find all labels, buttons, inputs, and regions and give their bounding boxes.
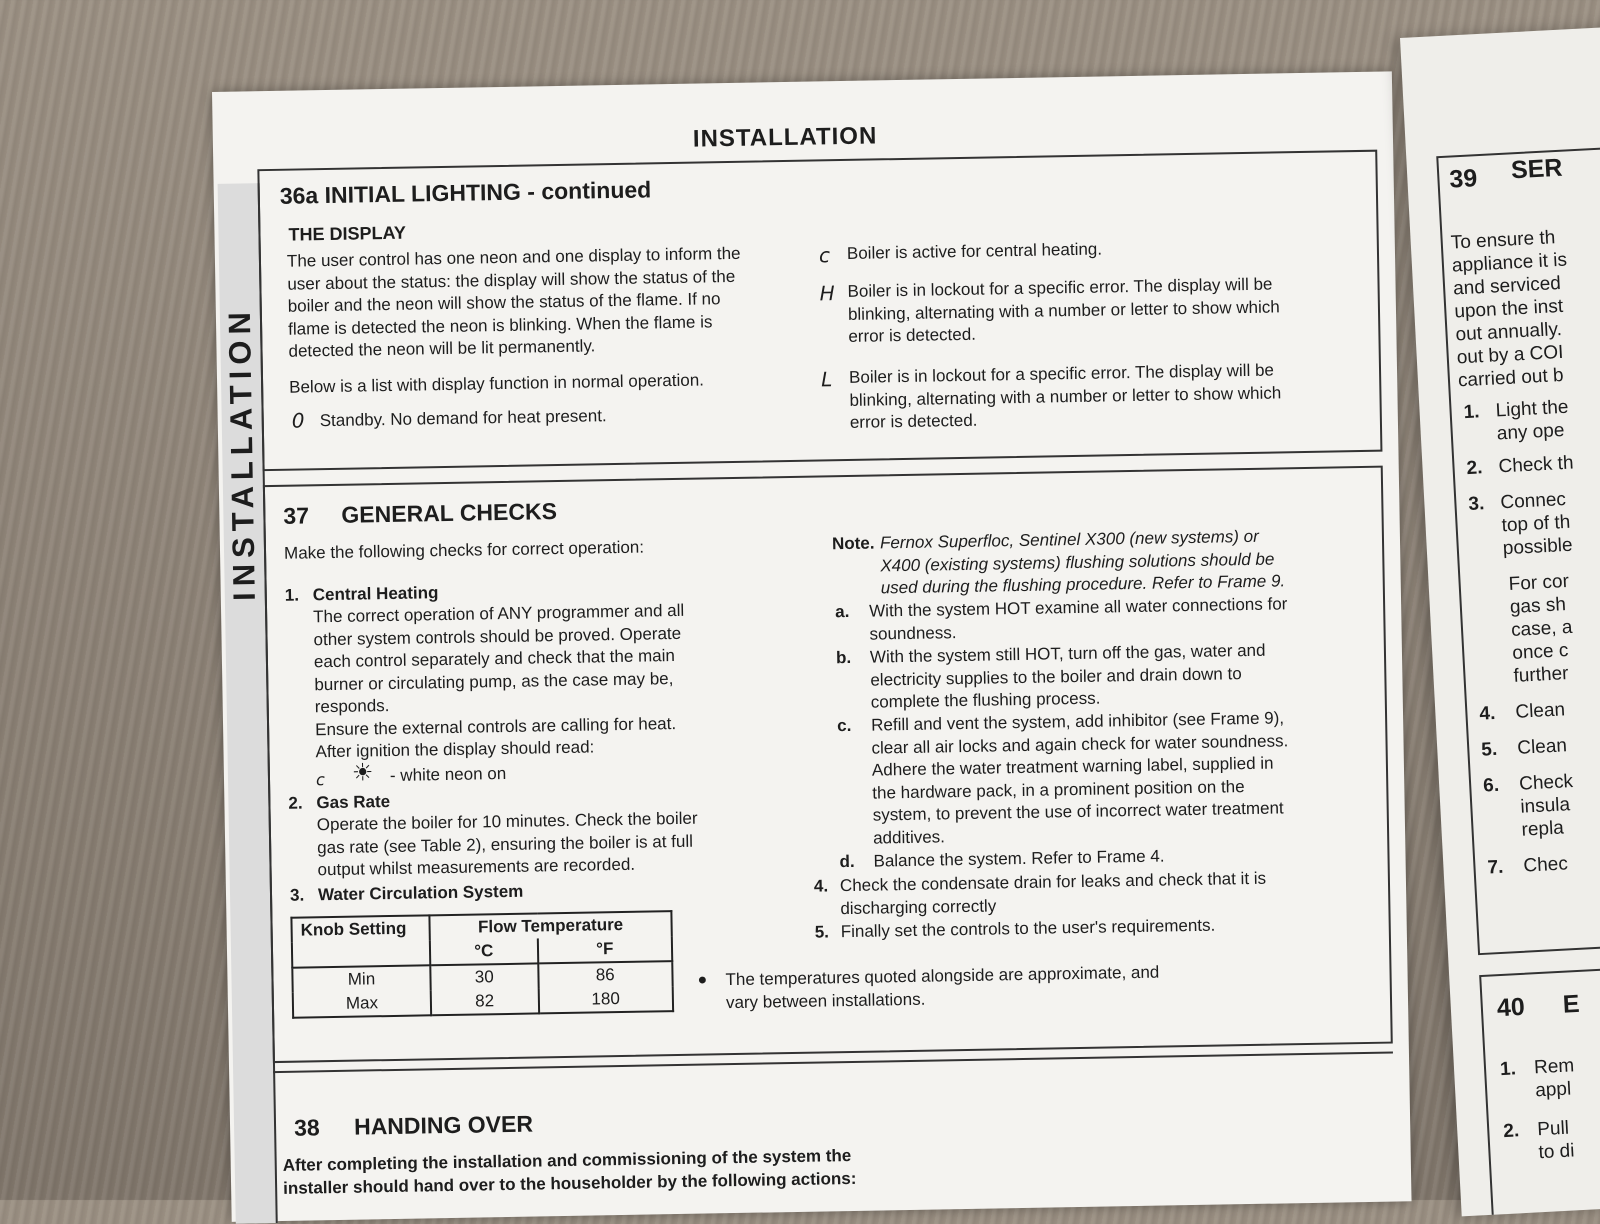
code-c-glyph: c [818,243,831,268]
frame-39-number: 39 [1448,164,1478,194]
frame-38-number: 38 [293,1114,320,1141]
frame-40-number: 40 [1496,992,1526,1023]
item3-title: Water Circulation System [317,881,524,905]
table-row: Max 82 180 [293,986,673,1018]
rp40-item-2: Pull to di [1536,1117,1575,1164]
item2-title: Gas Rate [316,792,391,813]
rp-item-5: Clean [1516,735,1568,759]
unit-f-header: °F [537,936,672,963]
rp-item-2-num: 2. [1466,457,1484,480]
item2-num: 2. [288,793,303,813]
frame-37-number: 37 [283,502,310,529]
flow-temperature-table [290,910,674,1019]
standby-text: Standby. No demand for heat present. [319,406,607,431]
handing-over-body: After completing the installation and commissioning of the system the installer should hand over to the householder by the following actions: [282,1146,857,1198]
sub-item-d-letter: d. [839,851,855,872]
rp-item-1-num: 1. [1463,401,1481,424]
rp-item-6-num: 6. [1482,774,1500,797]
unit-c-header: °C [430,938,538,965]
note-text: Fernox Superfloc, Sentinel X300 (new systems) or X400 (existing systems) flushing solutions should be used during the flushing procedure. Refer to Frame 9. [879,526,1286,598]
frame-39-heading: SER [1510,153,1564,185]
sub-item-c: Refill and vent the system, add inhibitor (see Frame 9), clear all air locks and again check for water soundness. Adhere the water treatment warning label, supplied in the hardware pack, in a prominent position on the system, to prevent the use of incorrect water treatment additives. [870,708,1289,848]
item4-body: Check the condensate drain for leaks and check that it is discharging correctly [839,868,1267,918]
frame-39-intro: To ensure th appliance it is and serviced upon the inst out annually. out by a COI carried out b [1450,227,1568,392]
sun-icon: ☀ [351,758,374,787]
sub-item-a: With the system HOT examine all water connections for soundness. [868,594,1288,644]
frame-38-heading: HANDING OVER [353,1110,534,1140]
rp-item-3-num: 3. [1467,493,1485,516]
sub-item-a-letter: a. [834,601,850,622]
manual-page [212,71,1412,1221]
sub-item-b-letter: b. [835,647,852,668]
rp-item-7-num: 7. [1487,856,1504,879]
bullet-note: The temperatures quoted alongside are approximate, and vary between installations. [725,962,1160,1012]
item5-num: 5. [814,922,830,942]
rp40-item-1-num: 1. [1499,1058,1517,1081]
side-tab-label: INSTALLATION [221,305,262,602]
neon-text: - white neon on [389,763,507,785]
item4-num: 4. [813,876,829,896]
rp-item-4-num: 4. [1478,702,1496,725]
note-label: Note. [831,533,875,554]
item1-num: 1. [284,585,300,605]
rp40-item-2-num: 2. [1502,1120,1520,1143]
rp-item-5-num: 5. [1480,738,1498,761]
flow-temperature-header: Flow Temperature [429,911,671,940]
sub-item-c-letter: c. [836,715,852,736]
code-c-text: Boiler is active for central heating. [846,239,1103,263]
code-l-glyph: L [820,367,833,392]
code-h-text: Boiler is in lockout for a specific error. The display will be blinking, alternating with a number or letter to show which error is detected. [847,274,1280,346]
item3-num: 3. [289,885,305,905]
right-manual-page [1400,25,1600,1216]
rp-item-6: Check insula repla [1518,770,1574,841]
frame-40-heading: E [1562,989,1581,1019]
rp-item-4: Clean [1514,699,1566,723]
sub-item-b: With the system still HOT, turn off the gas, water and electricity supplies to the boiler and drain down to complete the flushing process. [869,640,1266,712]
item2-body: Operate the boiler for 10 minutes. Check the boiler gas rate (see Table 2), ensuring the boiler is at full output whilst measurements are recorded. [316,808,698,880]
standby-glyph: 0 [291,408,305,433]
checks-intro: Make the following checks for correct operation: [283,537,645,563]
code-h-glyph: H [819,281,835,306]
knob-setting-header: Knob Setting [291,915,430,967]
display-subheading: THE DISPLAY [288,222,407,245]
rp-item-2: Check th [1498,452,1575,478]
rp-item-1: Light the any ope [1495,396,1570,445]
rp40-item-1: Rem appl [1533,1055,1575,1102]
list-intro: Below is a list with display function in normal operation. [288,370,705,397]
frame-37-heading: GENERAL CHECKS [341,498,558,528]
display-c-glyph: c [315,770,325,790]
display-intro: The user control has one neon and one display to inform the user about the status: the display will show the status of the boiler and the neon will show the status of the flame. If no flame is detected the neon is blinking. When the flame is detected the neon will be lit permanently. [286,243,741,361]
rp-item-7: Chec [1522,853,1569,877]
code-l-text: Boiler is in lockout for a specific error. The display will be blinking, alternating with a number or letter to show which error is detected. [848,360,1282,432]
frame-36a-heading: 36a INITIAL LIGHTING - continued [279,176,652,209]
rp-item-3-note: For cor gas sh case, a once c further [1508,570,1573,687]
item1-title: Central Heating [312,583,439,605]
page-header-title: INSTALLATION [692,122,878,153]
table-row: Min 30 86 [292,961,672,993]
item1-body: The correct operation of ANY programmer and all other system controls should be proved. Operate each control separately and check that the main burner or circulating pump, as the case may be, responds. Ensure the external controls are calling for heat. After ignition the display should read: [313,600,685,762]
sub-item-d: Balance the system. Refer to Frame 4. [873,846,1165,871]
rp-item-3: Connec top of th possible [1499,488,1574,560]
bullet-dot: ● [697,971,708,989]
item5-body: Finally set the controls to the user's requirements. [840,915,1216,942]
